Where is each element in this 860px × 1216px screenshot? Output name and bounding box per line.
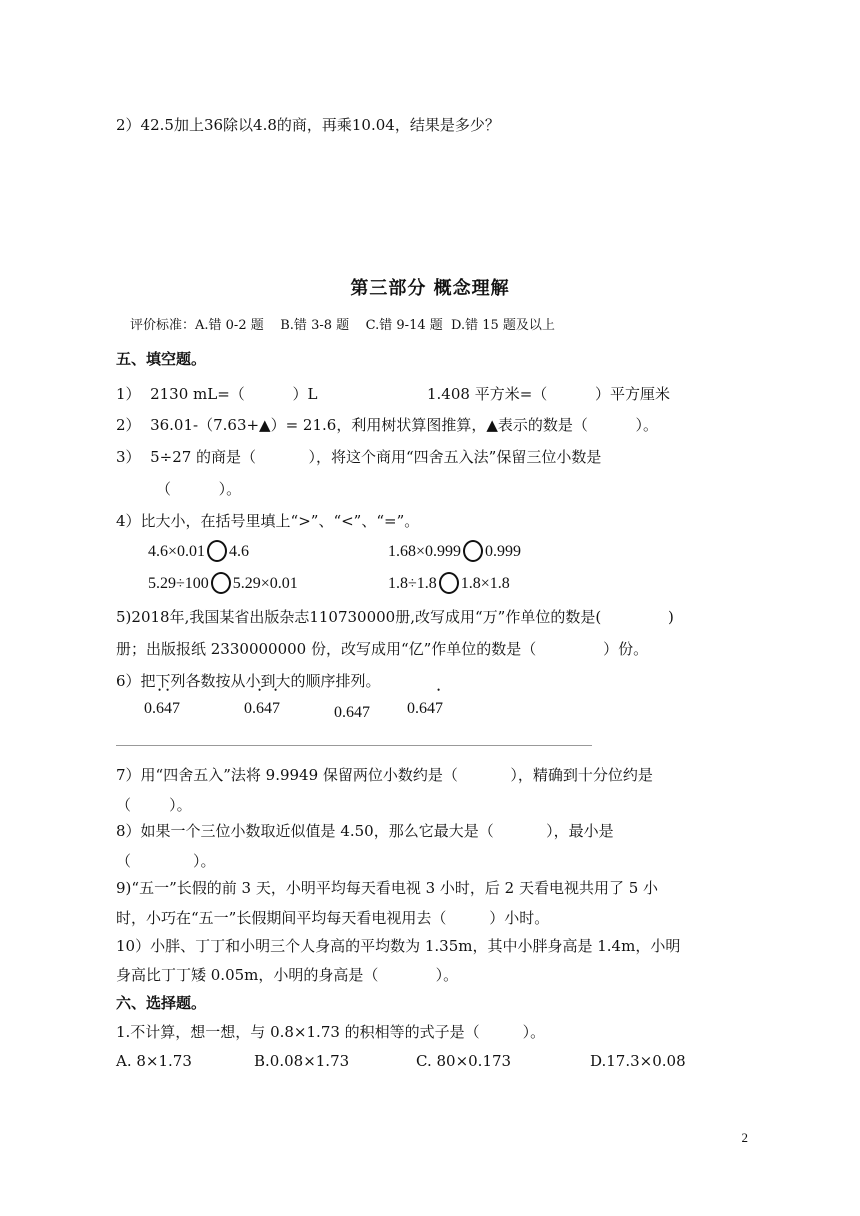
fill-3b: （ ）。	[156, 480, 242, 498]
fill-2: 2） 36.01-（7.63+▲）= 21.6，利用树状算图推算，▲表示的数是（ ）。	[116, 416, 659, 434]
fill-9a: 9)“五一”长假的前 3 天，小明平均每天看电视 3 小时，后 2 天看电视共用了 5 小	[116, 879, 659, 897]
option-d[interactable]: D.17.3×0.08	[590, 1052, 686, 1070]
fill-5a: 5)2018年,我国某省出版杂志110730000册,改写成用“万”作单位的数是( )	[116, 608, 674, 626]
evaluation-criteria: 评价标准：A.错 0-2 题 B.错 3-8 题 C.错 9-14 题 D.错 15 题及以上	[130, 318, 555, 333]
fill-6: 6）把下列各数按从小到大的顺序排列。	[116, 672, 381, 690]
repeating-decimal-1: 0.• 6• 47	[144, 698, 180, 720]
fill-8a: 8）如果一个三位小数取近似值是 4.50，那么它最大是（ ），最小是	[116, 822, 614, 840]
compare-circle[interactable]	[211, 572, 231, 594]
compare-1: 4.6×0.01 4.6	[148, 540, 249, 563]
heading-choice: 六、选择题。	[116, 994, 207, 1012]
question-2-top: 2）42.5加上36除以4.8的商，再乘10.04，结果是多少？	[116, 116, 500, 134]
choice-1: 1.不计算，想一想，与 0.8×1.73 的积相等的式子是（ ）。	[116, 1023, 546, 1041]
fill-4: 4）比大小，在括号里填上“>”、“<”、“=”。	[116, 512, 420, 530]
fill-3a: 3） 5÷27 的商是（ ），将这个商用“四舍五入法”保留三位小数是	[116, 448, 602, 466]
fill-7a: 7）用“四舍五入”法将 9.9949 保留两位小数约是（ ），精确到十分位约是	[116, 766, 653, 784]
fill-1b: 1.408 平方米=（ ）平方厘米	[427, 385, 670, 403]
fill-5b: 册；出版报纸 2330000000 份，改写成用“亿”作单位的数是（ ）份。	[116, 640, 649, 658]
option-b[interactable]: B.0.08×1.73	[254, 1052, 350, 1070]
decimal-3: 0.647	[334, 704, 370, 721]
repeating-decimal-2: 0.• 64• 7	[244, 698, 280, 720]
fill-10b: 身高比丁丁矮 0.05m，小明的身高是（ ）。	[116, 966, 459, 984]
page-number: 2	[741, 1130, 748, 1145]
fill-9b: 时，小巧在“五一”长假期间平均每天看电视用去（ ）小时。	[116, 909, 550, 927]
section-title: 第三部分 概念理解	[350, 278, 510, 299]
fill-7b: （ ）。	[116, 796, 192, 814]
heading-fill-in: 五、填空题。	[116, 350, 207, 368]
answer-line[interactable]	[116, 745, 592, 746]
compare-2: 1.68×0.999 0.999	[388, 540, 521, 563]
compare-circle[interactable]	[207, 540, 227, 562]
option-a[interactable]: A. 8×1.73	[116, 1052, 192, 1070]
fill-8b: （ ）。	[116, 852, 216, 870]
compare-circle[interactable]	[439, 572, 459, 594]
compare-circle[interactable]	[463, 540, 483, 562]
option-c[interactable]: C. 80×0.173	[416, 1052, 512, 1070]
compare-3: 5.29÷100 5.29×0.01	[148, 572, 298, 595]
fill-1a: 1） 2130 mL=（ ）L	[116, 385, 318, 403]
compare-4: 1.8÷1.8 1.8×1.8	[388, 572, 510, 595]
repeating-decimal-4: 0.64• 7	[407, 698, 443, 720]
fill-10a: 10）小胖、丁丁和小明三个人身高的平均数为 1.35m，其中小胖身高是 1.4m，小明	[116, 937, 681, 955]
